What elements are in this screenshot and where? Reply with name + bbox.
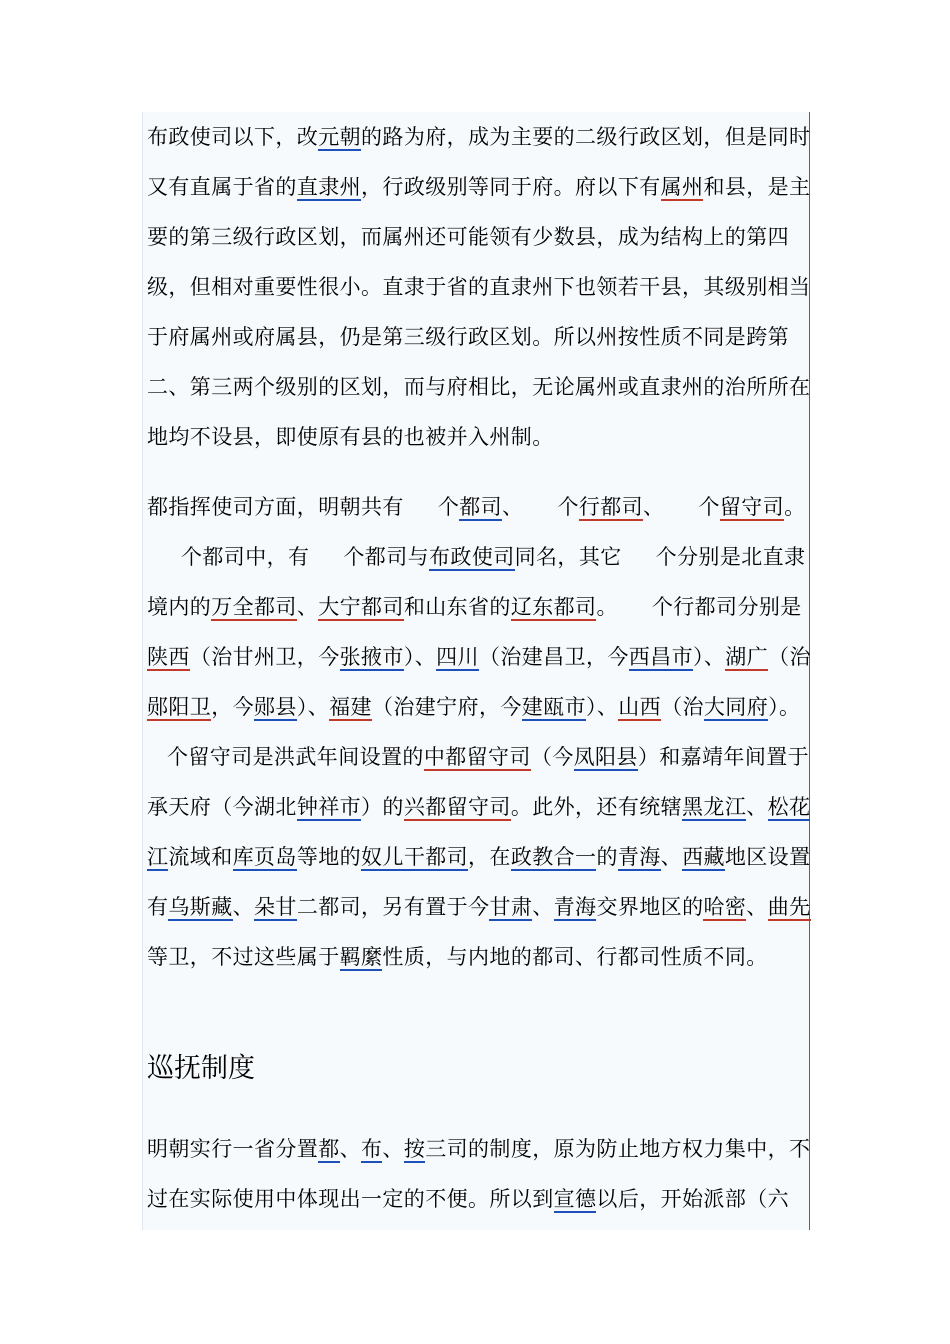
hyperlink[interactable]: 辽东都司 — [510, 595, 597, 619]
text-run: 同名，其它 — [514, 545, 622, 569]
hyperlink[interactable]: 大宁都司 — [318, 595, 404, 619]
hyperlink[interactable]: 行都司 — [578, 495, 644, 519]
text-run: （治建昌卫，今 — [478, 645, 629, 669]
hyperlink[interactable]: 属州 — [660, 175, 704, 199]
hyperlink[interactable]: 四川 — [436, 645, 479, 669]
hyperlink[interactable]: 山西 — [618, 695, 662, 719]
hyperlink[interactable]: 万全都司 — [211, 595, 297, 619]
text-run: （治 — [661, 695, 704, 719]
hyperlink[interactable]: 宣德 — [553, 1187, 597, 1211]
text-run: 、 — [339, 1137, 362, 1161]
hyperlink[interactable]: 乌斯藏 — [168, 895, 233, 919]
hyperlink[interactable]: 陕西 — [147, 645, 190, 669]
text-run: 地区设置有 — [147, 845, 811, 919]
hyperlink[interactable]: 中都留守司 — [423, 745, 531, 769]
text-run: 。此外，还有统辖 — [510, 795, 683, 819]
text-run: ）、 — [403, 645, 437, 669]
hyperlink[interactable]: 奴儿干都司 — [361, 845, 469, 869]
hyperlink[interactable]: 都司 — [459, 495, 503, 519]
text-run: ）的 — [361, 795, 404, 819]
hyperlink[interactable]: 布政使司 — [429, 545, 515, 569]
text-run: 布政使司以下，改 — [147, 125, 319, 149]
hyperlink[interactable]: 留守司 — [719, 495, 785, 519]
text-run: 都指挥使司方面，明朝共有 — [147, 495, 404, 519]
text-run: 等卫，不过这些属于 — [147, 945, 340, 969]
hyperlink[interactable]: 羁縻 — [339, 945, 383, 969]
text-run: 、 — [382, 1137, 404, 1161]
text-run: （治甘州卫，今 — [189, 645, 340, 669]
hyperlink[interactable]: 哈密 — [703, 895, 747, 919]
text-run: ）、 — [585, 695, 619, 719]
text-run: 和县，是主要的第三级行政区划，而属州还可能领有少数县，成为结构上的第四级，但相对重要性很小。直隶于省的直隶州下也领若干县，其级别相当于府属州或府属县，仍是第三级行政区划。所以州按性质不同是跨第二、第三两个级别的区划，而与府相比，无论属州或直隶州的治所所在地均不设县，即使原有县的也被并入州制。 — [147, 175, 811, 449]
hyperlink[interactable]: 钟祥市 — [296, 795, 362, 819]
text-run: ）、 — [692, 645, 726, 669]
text-run: （今 — [530, 745, 574, 769]
hyperlink[interactable]: 曲先 — [767, 895, 811, 919]
text-run: 、 — [746, 895, 768, 919]
text-run: 性质，与内地的都司、行都司性质不同。 — [382, 945, 768, 969]
text-run: 、 — [502, 495, 524, 519]
text-run: 个 — [437, 495, 460, 519]
text-run: 个都司中，有 — [181, 545, 310, 569]
hyperlink[interactable]: 郧县 — [254, 695, 297, 719]
text-run: 。 — [596, 595, 618, 619]
text-run: 。 — [784, 495, 806, 519]
hyperlink[interactable]: 凤阳县 — [573, 745, 638, 769]
text-run: 、 — [746, 795, 768, 819]
text-run: 个都司与 — [343, 545, 430, 569]
text-run: 的 — [596, 845, 618, 869]
text-run: 个分别是北直隶境内的 — [147, 545, 806, 619]
text-run: 等地的 — [296, 845, 362, 869]
section-heading: 巡抚制度 — [147, 1053, 255, 1084]
text-run: 、 — [532, 895, 554, 919]
hyperlink[interactable]: 兴都留守司 — [403, 795, 511, 819]
hyperlink[interactable]: 按 — [403, 1137, 426, 1161]
paragraph-administrative-divisions — [147, 112, 815, 462]
text-run: 和山东省的 — [403, 595, 511, 619]
text-run: 、 — [232, 895, 255, 919]
text-run: （治 — [768, 645, 811, 669]
hyperlink[interactable]: 库页岛 — [232, 845, 297, 869]
hyperlink[interactable]: 直隶州 — [296, 175, 362, 199]
hyperlink[interactable]: 建瓯市 — [521, 695, 586, 719]
text-run: 个 — [698, 495, 720, 519]
text-run: ）。 — [768, 695, 801, 719]
hyperlink[interactable]: 都 — [318, 1137, 340, 1161]
text-run: ）、 — [296, 695, 330, 719]
text-run: （治建宁府，今 — [371, 695, 522, 719]
text-run: ）和嘉靖年间置于承天府（今湖北 — [147, 745, 810, 819]
text-run: 明朝实行一省分置 — [147, 1137, 319, 1161]
paragraph-military-commissions — [147, 482, 815, 982]
hyperlink[interactable]: 松花江 — [147, 795, 811, 869]
text-run: 、 — [643, 495, 665, 519]
text-run: 个 — [557, 495, 579, 519]
text-run: 、 — [660, 845, 683, 869]
text-run: ，今 — [211, 695, 255, 719]
hyperlink[interactable]: 甘肃 — [489, 895, 533, 919]
text-run: 、 — [296, 595, 319, 619]
text-run: 以后，开始派部（六 — [596, 1187, 790, 1211]
hyperlink[interactable]: 西昌市 — [628, 645, 693, 669]
article-content — [142, 112, 810, 1230]
hyperlink[interactable]: 青海 — [617, 845, 661, 869]
hyperlink[interactable]: 郧阳卫 — [147, 695, 212, 719]
hyperlink[interactable]: 黑龙江 — [682, 795, 747, 819]
hyperlink[interactable]: 湖广 — [725, 645, 769, 669]
hyperlink[interactable]: 大同府 — [703, 695, 769, 719]
hyperlink[interactable]: 朵甘 — [254, 895, 297, 919]
text-run: 流域和 — [168, 845, 233, 869]
hyperlink[interactable]: 张掖市 — [339, 645, 404, 669]
paragraph-governor-system — [147, 1124, 815, 1224]
text-run: 二都司，另有置于今 — [296, 895, 490, 919]
text-run: 的路为府，成为主要的二级行政区划，但是同时又有直属于省的 — [147, 125, 811, 199]
hyperlink[interactable]: 福建 — [329, 695, 372, 719]
text-run: ，在 — [468, 845, 511, 869]
hyperlink[interactable]: 布 — [361, 1137, 383, 1161]
hyperlink[interactable]: 政教合一 — [510, 845, 597, 869]
text-run: 个行都司分别是 — [651, 595, 802, 619]
text-run: 个留守司是洪武年间设置的 — [167, 745, 424, 769]
text-run: 三司的制度，原为防止地方权力集中，不过在实际使用中体现出一定的不便。所以到 — [147, 1137, 811, 1211]
text-run: ，行政级别等同于府。府以下有 — [361, 175, 661, 199]
hyperlink[interactable]: 元朝 — [318, 125, 362, 149]
hyperlink[interactable]: 青海 — [553, 895, 597, 919]
hyperlink[interactable]: 西藏 — [682, 845, 725, 869]
text-run: 交界地区的 — [596, 895, 704, 919]
